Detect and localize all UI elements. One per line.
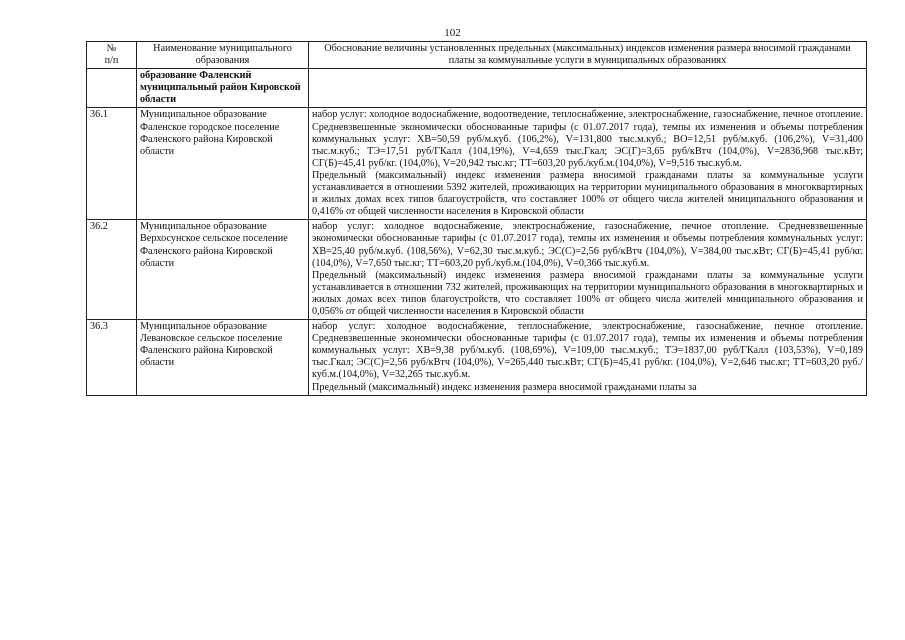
page-number: 102 (444, 27, 461, 39)
row-services: набор услуг: холодное водоснабжение, теплоснабжение, электроснабжение, газоснабжение, печное отопление. Средневзвешенные экономически обоснованные тарифы (с 01.07.2017 года), темпы их изменения и объемы потребления коммунальных услуг: ХВ=9,38 руб/м.куб. (108,69%), V=109,00 тыс.м.куб.; ТЭ=1837,00 руб/ГКалл (103,53%), V=0,189 тыс.Гкал; ЭС(С)=2,56 руб/кВтч (104,0%), V=265,440 тыс.кВт; СГ(Б)=45,41 руб/кг. (104,0%), V=2,646 тыс.кг; ТТ=603,20 руб./куб.м.(104,0%), V=32,265 тыс.куб.м. (312, 321, 863, 381)
row-services: набор услуг: холодное водоснабжение, водоотведение, теплоснабжение, электроснабжение, газоснабжение, печное отопление. Средневзвешенные экономически обоснованные тарифы (с 01.07.2017 года), темпы их изменения и объемы потребления коммунальных услуг: ХВ=50,59 руб/м.куб. (106,2%), V=131,800 тыс.м.куб.; ВО=12,51 руб/м.куб. (106,2%), V=31,400 тыс.м.куб.; ТЭ=17,51 руб/ГКалл (104,19%), V=4,659 тыс.Гкал; ЭС(Г)=3,65 руб/кВтч (104,0%), V=2836,968 тыс.кВт; СГ(Б)=45,41 руб/кг. (104,0%), V=20,942 тыс.кг; ТТ=603,20 руб./куб.м.(104,0%), V=9,516 тыс.куб.м. (312, 109, 863, 169)
row-num: 36.2 (87, 220, 137, 320)
table-row (87, 108, 867, 220)
row-basis (309, 108, 867, 220)
row-name: Муниципальное образование Верхосунское сельское поселение Фаленского района Кировской области (137, 220, 309, 320)
row-basis (309, 320, 867, 396)
row-index: Предельный (максимальный) индекс изменения размера вносимой гражданами платы за коммунальные услуги устанавливается в отношении 5392 жителей, проживающих на территории муниципального образования в многоквартирных и жилых домах всех типов благоустройств, что составляет 100% от общего числа жителей мниципального образования и 0,416% от общей численности населения в Кировской области (312, 169, 863, 218)
group-title: образование Фаленский муниципальный район Кировской области (137, 69, 309, 108)
table-row (87, 220, 867, 320)
row-index: Предельный (максимальный) индекс изменения размера вносимой гражданами платы за (312, 381, 697, 393)
group-basis-cell (309, 69, 867, 108)
group-num-cell (87, 69, 137, 108)
header-name: Наименование муниципального образования (137, 42, 309, 69)
tariff-table (86, 41, 867, 396)
row-num: 36.3 (87, 320, 137, 396)
row-index: Предельный (максимальный) индекс изменения размера вносимой гражданами платы за коммунальные услуги устанавливается в отношении 732 жителей, проживающих на территории муниципального образования в многоквартирных и жилых домах всех типов благоустройств, что составляет 100% от общего числа жителей мниципального образования и 0,056% от общей численности населения в Кировской области (312, 269, 863, 317)
header-basis: Обоснование величины установленных предельных (максимальных) индексов изменения размера вносимой гражданами платы за коммунальные услуги в муниципальных образованиях (309, 42, 867, 69)
table-header-row (87, 42, 867, 69)
row-services: набор услуг: холодное водоснабжение, электроснабжение, газоснабжение, печное отопление. Средневзвешенные экономически обоснованные тарифы (с 01.07.2017 года), темпы их изменения и объемы потребления коммунальных услуг: ХВ=25,40 руб/м.куб. (108,56%), V=62,30 тыс.м.куб.; ЭС(С)=2,56 руб/кВтч (104,0%), V=384,00 тыс.кВт; СГ(Б)=45,41 руб/кг. (104,0%), V=7,650 тыс.кг; ТТ=603,20 руб./куб.м.(104,0%), V=0,366 тыс.куб.м. (312, 221, 863, 269)
header-num: № п/п (87, 42, 137, 69)
group-row (87, 69, 867, 108)
table-row (87, 320, 867, 396)
row-basis (309, 220, 867, 320)
row-name: Муниципальное образование Левановское сельское поселение Фаленского района Кировской области (137, 320, 309, 396)
row-num: 36.1 (87, 108, 137, 220)
row-name: Муниципальное образование Фаленское городское поселение Фаленского района Кировской области (137, 108, 309, 220)
